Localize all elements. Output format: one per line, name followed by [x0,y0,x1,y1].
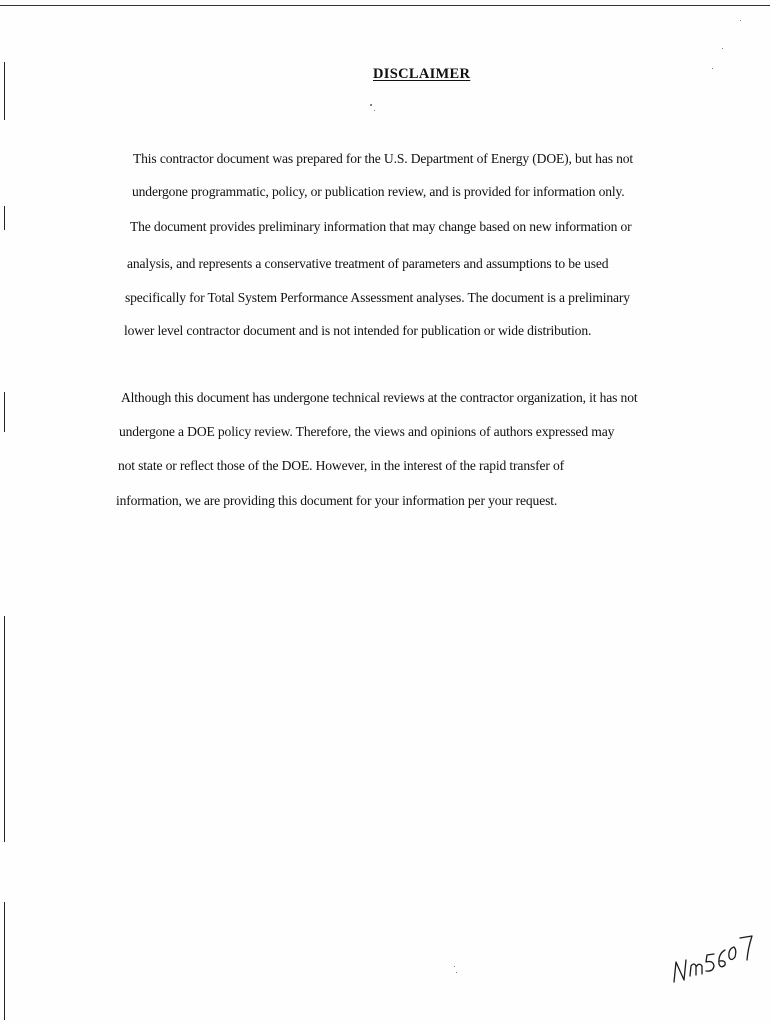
scan-speck [456,972,457,973]
scan-edge-mark [4,62,5,120]
paragraph-2-line: undergone a DOE policy review. Therefore, the views and opinions of authors expressed may [119,424,615,439]
scan-speck [374,110,375,111]
scan-speck [370,104,372,106]
scan-top-border [0,5,770,6]
paragraph-1-line: analysis, and represents a conservative treatment of parameters and assumptions to be used [127,256,609,271]
paragraph-1-line: undergone programmatic, policy, or publication review, and is provided for information only. [132,184,625,199]
scan-edge-mark [4,206,5,230]
disclaimer-title: DISCLAIMER [373,66,471,82]
scan-speck [740,20,741,21]
scan-speck [712,68,713,69]
handwritten-notation [668,920,758,990]
scan-edge-mark [4,616,5,842]
scan-edge-mark [4,902,5,1020]
paragraph-1-line: The document provides preliminary information that may change based on new information or [130,219,632,234]
paragraph-2-line: Although this document has undergone technical reviews at the contractor organization, it has not [121,390,638,405]
scan-speck [454,966,455,967]
scan-edge-mark [4,392,5,432]
paragraph-2-line: information, we are providing this document for your information per your request. [116,493,558,508]
scan-speck [722,48,723,49]
paragraph-2-line: not state or reflect those of the DOE. However, in the interest of the rapid transfer of [118,458,565,473]
paragraph-1-line: This contractor document was prepared for the U.S. Department of Energy (DOE), but has not [133,151,634,166]
paragraph-1-line: specifically for Total System Performance Assessment analyses. The document is a preliminary [125,290,630,305]
paragraph-1-line: lower level contractor document and is not intended for publication or wide distribution. [124,323,592,338]
